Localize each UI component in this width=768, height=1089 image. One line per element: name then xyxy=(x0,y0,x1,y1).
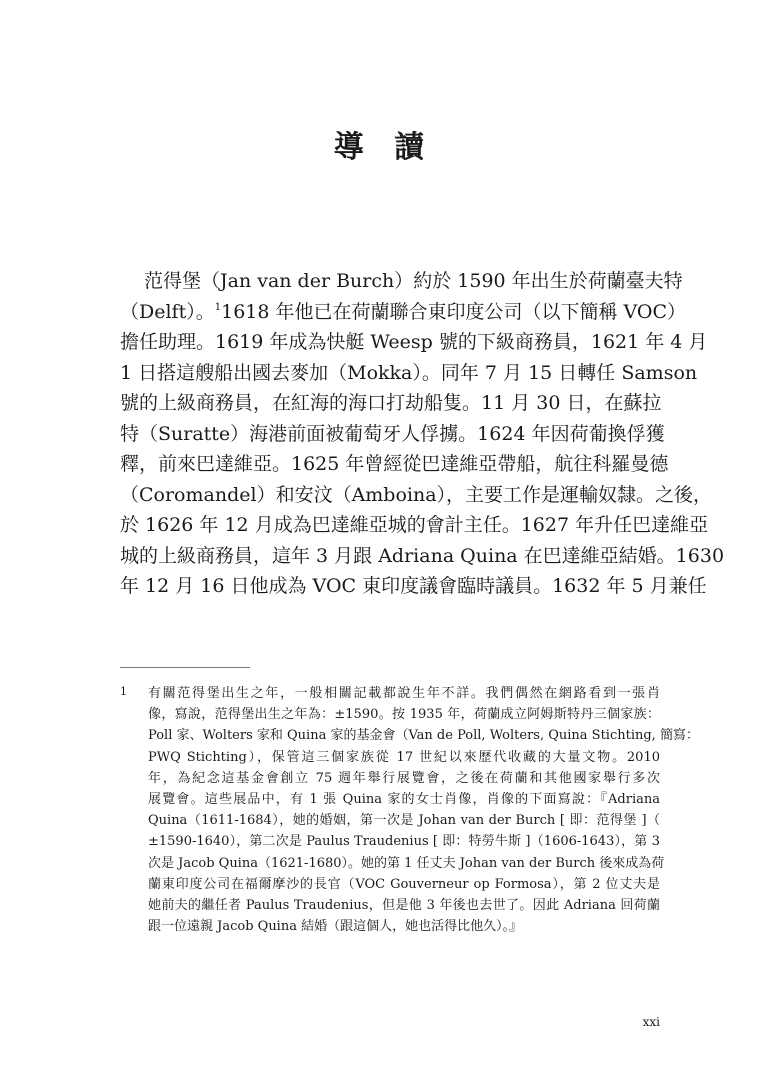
footnote-divider xyxy=(120,667,250,668)
body-line-5: 號的上級商務員，在紅海的海口打劫船隻。11 月 30 日，在蘇拉 xyxy=(120,392,662,414)
body-line-4: 1 日搭這艘船出國去麥加（Mokka）。同年 7 月 15 日轉任 Samson xyxy=(120,361,698,384)
body-line-7: 釋，前來巴達維亞。1625 年曾經從巴達維亞帶船，航往科羅曼德 xyxy=(120,453,669,475)
footnote-line: 年，為紀念這基金會創立 75 週年舉行展覽會，之後在荷蘭和其他國家舉行多次 xyxy=(148,770,660,786)
body-line-8: （Coromandel）和安汶（Amboina），主要工作是運輸奴隸。之後， xyxy=(120,483,713,506)
footnote-line: Quina（1611-1684），她的婚姻，第一次是 Johan van der Burch [ 即：范得堡 ]（ xyxy=(148,813,660,829)
footnote-line: 像，寫說，范得堡出生之年為：±1590。按 1935 年，荷蘭成立阿姆斯特丹三個家族： xyxy=(148,707,660,723)
footnote-line: ±1590-1640），第二次是 Paulus Traudenius [ 即：特勞牛斯 ]（1606-1643），第 3 xyxy=(148,834,660,850)
body-line-10: 城的上級商務員，這年 3 月跟 Adriana Quina 在巴達維亞結婚。1630 xyxy=(120,544,725,567)
page-title: 導 讀 xyxy=(333,130,435,165)
body-line-2b: 1618 年他已在荷蘭聯合東印度公司（以下簡稱 VOC） xyxy=(221,300,687,323)
footnote-line: 蘭東印度公司在福爾摩沙的長官（VOC Gouverneur op Formosa），第 2 位丈夫是 xyxy=(148,876,660,892)
footnote-line: Poll 家、Wolters 家和 Quina 家的基金會（Van de Poll, Wolters, Quina Stichting, 簡寫： xyxy=(148,728,699,744)
body-line-2a: （Delft）。 xyxy=(120,300,215,323)
footnote-line: 跟一位遠親 Jacob Quina 結婚（跟這個人，她也活得比他久）。』 xyxy=(148,919,523,935)
body-line-11: 年 12 月 16 日他成為 VOC 東印度議會臨時議員。1632 年 5 月兼任 xyxy=(120,575,707,597)
body-line-2 xyxy=(120,297,687,328)
page-number: xxi xyxy=(642,1015,660,1029)
footnote-line: 有關范得堡出生之年，一般相關記載都說生年不詳。我們偶然在網路看到一張肖 xyxy=(148,686,660,701)
footnote-line: 展覽會。這些展品中，有 1 張 Quina 家的女士肖像，肖像的下面寫說：『Adriana xyxy=(148,791,660,807)
footnote-line: 她前夫的繼任者 Paulus Traudenius，但是他 3 年後也去世了。因此 Adriana 回荷蘭 xyxy=(148,897,660,913)
footnote-number: 1 xyxy=(120,685,127,698)
body-line-9: 於 1626 年 12 月成為巴達維亞城的會計主任。1627 年升任巴達維亞 xyxy=(120,514,709,536)
footnote-text xyxy=(148,683,699,937)
footnote-reference[interactable]: 1 xyxy=(214,301,222,313)
body-line-3: 擔任助理。1619 年成為快艇 Weesp 號的下級商務員，1621 年 4 月 xyxy=(120,331,708,353)
body-line-6: 特（Suratte）海港前面被葡萄牙人俘擄。1624 年因荷葡換俘獲 xyxy=(120,422,665,445)
footnote-line: PWQ Stichting），保管這三個家族從 17 世紀以來歷代收藏的大量文物。2010 xyxy=(148,749,660,765)
footnote-line: 次是 Jacob Quina（1621-1680）。她的第 1 任丈夫 Johan van der Burch 後來成為荷 xyxy=(148,855,665,871)
body-text xyxy=(120,266,725,602)
body-line-1: 范得堡（Jan van der Burch）約於 1590 年出生於荷蘭臺夫特 xyxy=(144,270,683,292)
